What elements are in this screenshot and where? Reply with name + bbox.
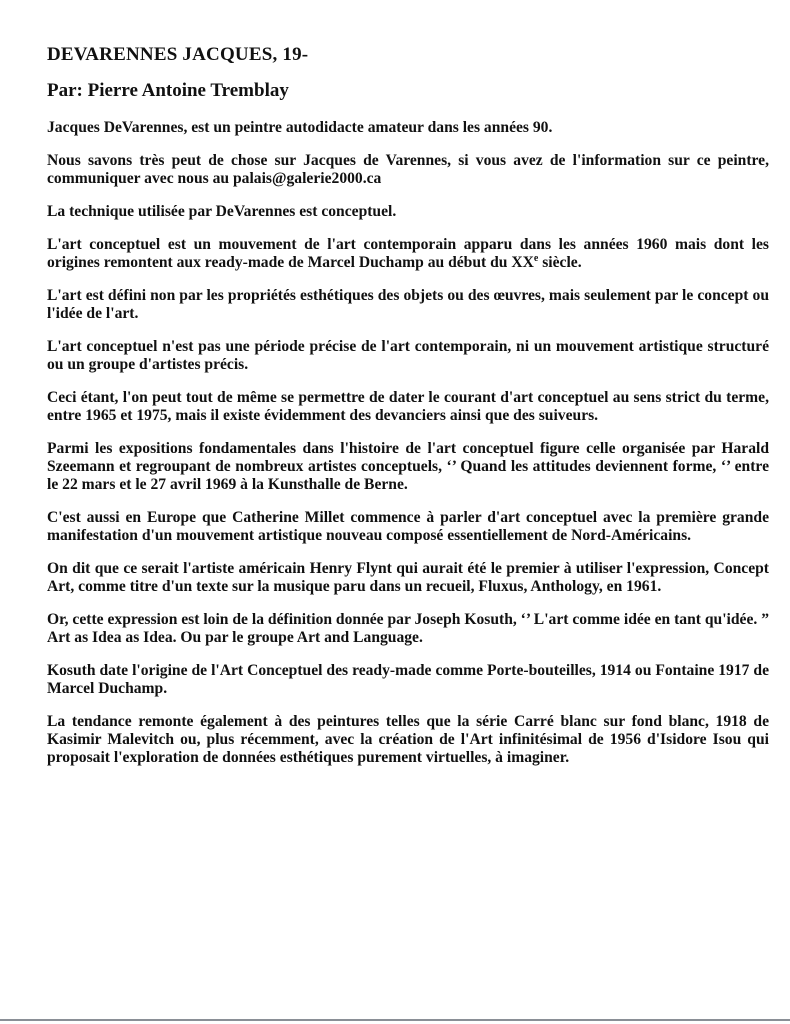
paragraph-10: On dit que ce serait l'artiste américain Henry Flynt qui aurait été le premier à utiliser l'expression, Concept Art, comme titre d'un texte sur la musique paru dans un recueil, Fluxus, Anthology, en 1961.	[47, 560, 769, 595]
paragraph-4-text: L'art conceptuel est un mouvement de l'art contemporain apparu dans les années 1960 mais dont les origines remontent aux ready-made de Marcel Duchamp au début du XX	[47, 236, 769, 271]
paragraph-2: Nous savons très peut de chose sur Jacques de Varennes, si vous avez de l'information sur ce peintre, communiquer avec nous au palais@galerie2000.ca	[47, 152, 769, 187]
document-title: DEVARENNES JACQUES, 19-	[47, 44, 309, 65]
author-line: Par: Pierre Antoine Tremblay	[47, 80, 289, 101]
paragraph-13: La tendance remonte également à des peintures telles que la série Carré blanc sur fond blanc, 1918 de Kasimir Malevitch ou, plus récemment, avec la création de l'Art infinitésimal de 1956 d'Isidore Isou qui proposait l'exploration de données esthétiques purement virtuelles, à imaginer.	[47, 713, 769, 766]
paragraph-5: L'art est défini non par les propriétés esthétiques des objets ou des œuvres, mais seulement par le concept ou l'idée de l'art.	[47, 287, 769, 322]
paragraph-12: Kosuth date l'origine de l'Art Conceptuel des ready-made comme Porte-bouteilles, 1914 ou Fontaine 1917 de Marcel Duchamp.	[47, 662, 769, 697]
paragraph-8: Parmi les expositions fondamentales dans l'histoire de l'art conceptuel figure celle organisée par Harald Szeemann et regroupant de nombreux artistes conceptuels, ‘’ Quand les attitudes deviennent forme, ‘’ entre le 22 mars et le 27 avril 1969 à la Kunsthalle de Berne.	[47, 440, 769, 493]
paragraph-7: Ceci étant, l'on peut tout de même se permettre de dater le courant d'art conceptuel au sens strict du terme, entre 1965 et 1975, mais il existe évidemment des devanciers ainsi que des suiveurs.	[47, 389, 769, 424]
bottom-divider	[0, 1019, 790, 1021]
document-page	[47, 44, 769, 782]
paragraph-4	[47, 236, 769, 272]
paragraph-11: Or, cette expression est loin de la définition donnée par Joseph Kosuth, ‘’ L'art comme idée en tant qu'idée. ” Art as Idea as Idea. Ou par le groupe Art and Language.	[47, 611, 769, 646]
paragraph-4-end: siècle.	[538, 254, 582, 271]
paragraph-3: La technique utilisée par DeVarennes est conceptuel.	[47, 203, 397, 220]
century-superscript: e	[533, 252, 539, 264]
paragraph-9: C'est aussi en Europe que Catherine Millet commence à parler d'art conceptuel avec la première grande manifestation d'un mouvement artistique nouveau composé essentiellement de Nord-Américains.	[47, 509, 769, 544]
paragraph-1: Jacques DeVarennes, est un peintre autodidacte amateur dans les années 90.	[47, 119, 553, 136]
paragraph-6: L'art conceptuel n'est pas une période précise de l'art contemporain, ni un mouvement artistique structuré ou un groupe d'artistes précis.	[47, 338, 769, 373]
